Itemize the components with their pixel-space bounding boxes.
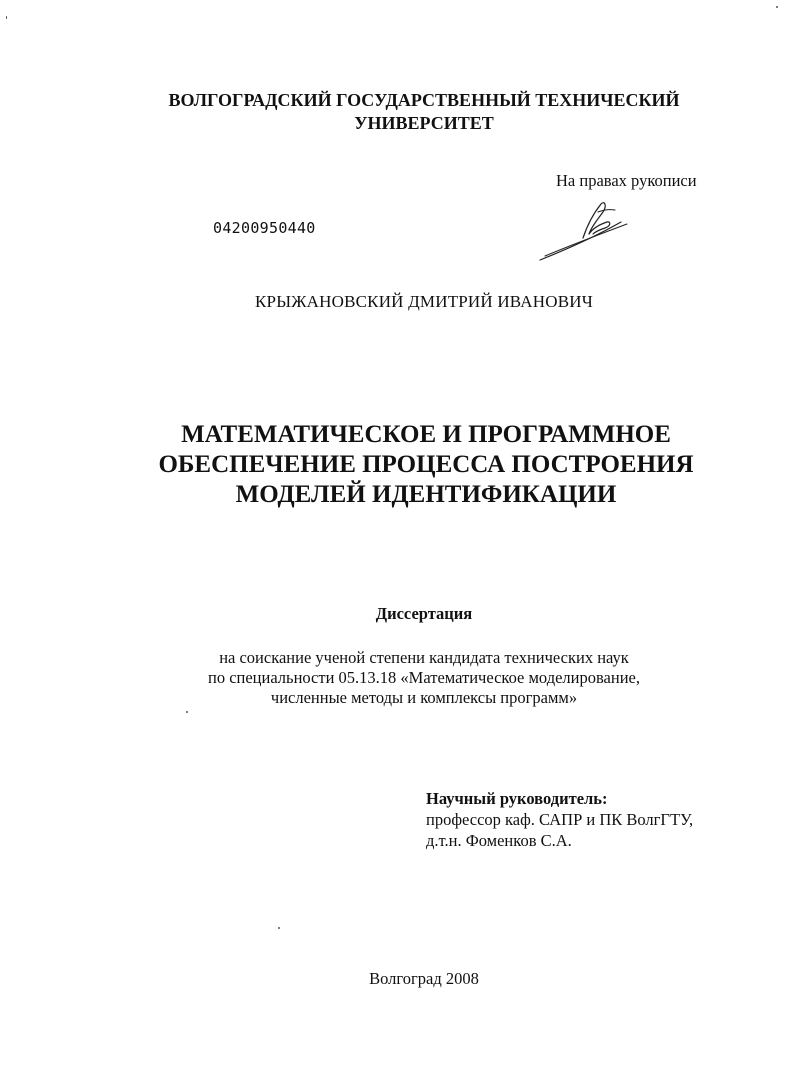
university-name (28, 89, 792, 135)
scientific-supervisor (426, 788, 693, 851)
scan-speck (6, 16, 7, 19)
purpose-line: численные методы и комплексы программ» (270, 688, 578, 707)
university-name-line: УНИВЕРСИТЕТ (354, 113, 494, 133)
work-type: Диссертация (375, 604, 473, 623)
title-line: МАТЕМАТИЧЕСКОЕ И ПРОГРАММНОЕ (181, 421, 671, 448)
degree-purpose (28, 648, 792, 708)
title-line: ОБЕСПЕЧЕНИЕ ПРОЦЕССА ПОСТРОЕНИЯ (158, 451, 694, 478)
supervisor-name: д.т.н. Фоменков С.А. (426, 831, 572, 850)
inventory-number: 04200950440 (213, 219, 316, 237)
dissertation-title (30, 420, 792, 510)
supervisor-heading: Научный руководитель: (426, 789, 608, 808)
purpose-line: по специальности 05.13.18 «Математическое моделирование, (208, 668, 640, 687)
scan-speck (776, 6, 778, 8)
author-name: КРЫЖАНОВСКИЙ ДМИТРИЙ ИВАНОВИЧ (255, 292, 593, 311)
purpose-line: на соискание ученой степени кандидата технических наук (219, 648, 629, 667)
scan-speck (186, 711, 188, 713)
manuscript-rights-label: На правах рукописи (556, 171, 697, 190)
supervisor-position: профессор каф. САПР и ПК ВолгГТУ, (426, 810, 694, 829)
title-line: МОДЕЛЕЙ ИДЕНТИФИКАЦИИ (235, 481, 617, 508)
university-name-line: ВОЛГОГРАДСКИЙ ГОСУДАРСТВЕННЫЙ ТЕХНИЧЕСКИЙ (168, 90, 680, 110)
place-and-year: Волгоград 2008 (369, 969, 479, 988)
author-signature (535, 198, 635, 268)
scan-speck (278, 927, 280, 929)
